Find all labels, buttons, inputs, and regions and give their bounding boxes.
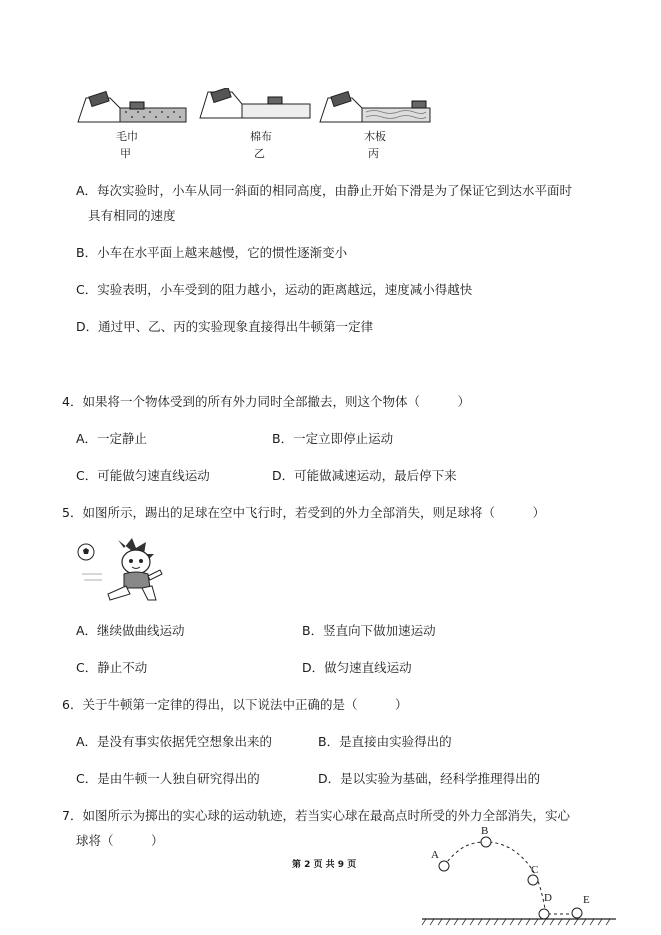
surface-material-2: 棉布 [250, 130, 272, 143]
q4-option-c: C．可能做匀速直线运动 [76, 468, 210, 483]
surface-label-1: 甲 [120, 147, 131, 160]
q5-option-d: D．做匀速直线运动 [302, 660, 412, 675]
q4-option-d: D．可能做减速运动，最后停下来 [272, 468, 457, 483]
point-label-c: C [531, 864, 539, 876]
ramp-towel [78, 91, 186, 122]
kicking-child-icon [108, 538, 162, 600]
ball-point-b [481, 837, 491, 847]
q3-option-a-line1: A．每次实验时，小车从同一斜面的相同高度，由静止开始下滑是为了保证它到达水平面时 [76, 183, 573, 198]
q3-option-a-line2: 具有相同的速度 [88, 208, 176, 223]
q4-option-b: B．一定立即停止运动 [272, 431, 394, 446]
ball-point-c [528, 875, 538, 885]
point-label-b: B [481, 825, 489, 837]
ramp-cotton [200, 88, 310, 118]
q6-stem: 6．关于牛顿第一定律的得出，以下说法中正确的是（ ） [62, 697, 408, 712]
page-footer: 第 2 页 共 9 页 [292, 860, 357, 870]
q6-option-b: B．是直接由实验得出的 [318, 734, 452, 749]
point-label-a: A [431, 849, 439, 861]
surface-material-1: 毛巾 [116, 130, 138, 143]
surface-label-2: 乙 [254, 147, 265, 160]
point-label-e: E [583, 894, 590, 906]
trajectory-figure [420, 820, 620, 930]
q3-option-d: D．通过甲、乙、丙的实验现象直接得出牛顿第一定律 [76, 319, 374, 334]
q7-stem-line2: 球将（ ） [76, 833, 164, 848]
point-label-d: D [544, 892, 552, 904]
soccer-kick-figure [74, 536, 174, 606]
q3-option-c: C．实验表明，小车受到的阻力越小，运动的距离越远，速度减小得越快 [76, 282, 473, 297]
q5-stem: 5．如图所示，踢出的足球在空中飞行时，若受到的外力全部消失，则足球将（ ） [62, 505, 545, 520]
q4-stem: 4．如果将一个物体受到的所有外力同时全部撤去，则这个物体（ ） [62, 394, 470, 409]
ball-point-e [572, 908, 582, 918]
ramp-figure [76, 88, 436, 128]
q6-option-c: C．是由牛顿一人独自研究得出的 [76, 771, 260, 786]
soccer-ball-icon [78, 544, 94, 560]
q5-option-a: A．继续做曲线运动 [76, 623, 185, 638]
q7-stem-line1: 7．如图所示为掷出的实心球的运动轨迹，若当实心球在最高点时所受的外力全部消失，实心 [62, 808, 570, 823]
q5-option-b: B．竖直向下做加速运动 [302, 623, 436, 638]
q4-option-a: A．一定静止 [76, 431, 148, 446]
surface-material-3: 木板 [364, 130, 386, 143]
ball-point-a [439, 861, 449, 871]
surface-label-3: 丙 [368, 147, 379, 160]
q6-option-a: A．是没有事实依据凭空想象出来的 [76, 734, 273, 749]
q3-option-b: B．小车在水平面上越来越慢，它的惯性逐渐变小 [76, 245, 348, 260]
q5-option-c: C．静止不动 [76, 660, 148, 675]
q6-option-d: D．是以实验为基础，经科学推理得出的 [318, 771, 541, 786]
ramp-wood [320, 91, 430, 122]
ball-point-d [539, 909, 549, 919]
